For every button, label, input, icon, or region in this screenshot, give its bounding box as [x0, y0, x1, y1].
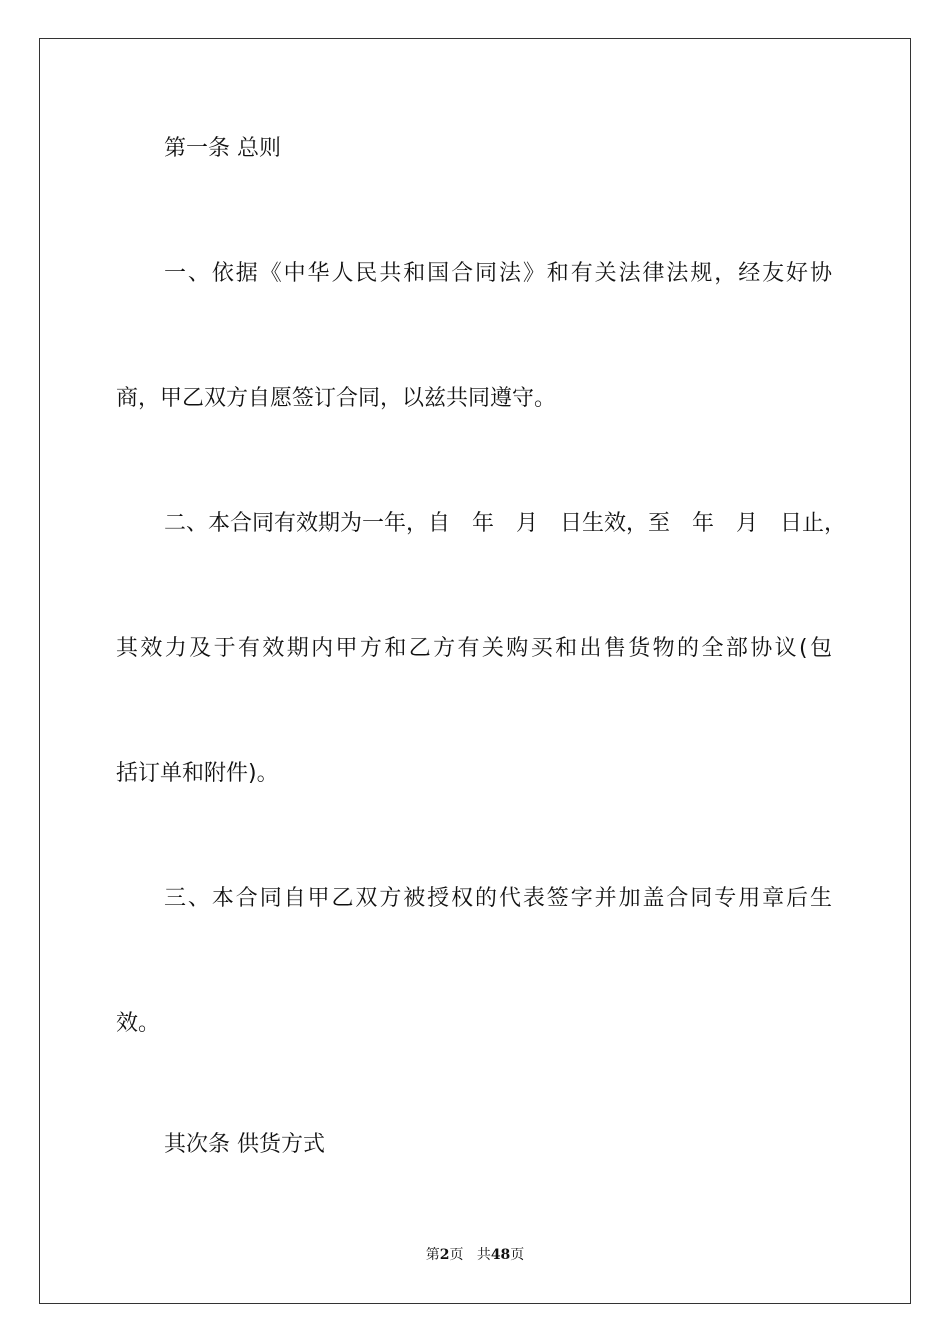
- footer-page-number: 2: [439, 1247, 450, 1263]
- footer-total-prefix: 共: [476, 1247, 491, 1263]
- article-1-heading: 第一条 总则: [164, 136, 281, 161]
- footer-page-suffix: 页: [449, 1247, 464, 1263]
- clause-2-line-3: 括订单和附件)。: [116, 761, 279, 786]
- footer-total-pages: 48: [490, 1247, 511, 1263]
- clause-1-line-2: 商，甲乙双方自愿签订合同，以兹共同遵守。: [116, 386, 557, 411]
- clause-2-line-2: 其效力及于有效期内甲方和乙方有关购买和出售货物的全部协议(包: [116, 636, 832, 661]
- page-footer: [0, 1245, 950, 1265]
- clause-1-line-1: 一、依据《中华人民共和国合同法》和有关法律法规，经友好协: [164, 261, 832, 286]
- footer-page-prefix: 第: [425, 1247, 440, 1263]
- article-2-heading: 其次条 供货方式: [164, 1132, 325, 1157]
- clause-3-line-1: 三、本合同自甲乙双方被授权的代表签字并加盖合同专用章后生: [164, 886, 832, 911]
- footer-total-suffix: 页: [510, 1247, 525, 1263]
- page-frame: [39, 38, 911, 1304]
- clause-2-line-1: 二、本合同有效期为一年，自 年 月 日生效，至 年 月 日止，: [164, 511, 847, 536]
- clause-3-line-2: 效。: [116, 1011, 161, 1036]
